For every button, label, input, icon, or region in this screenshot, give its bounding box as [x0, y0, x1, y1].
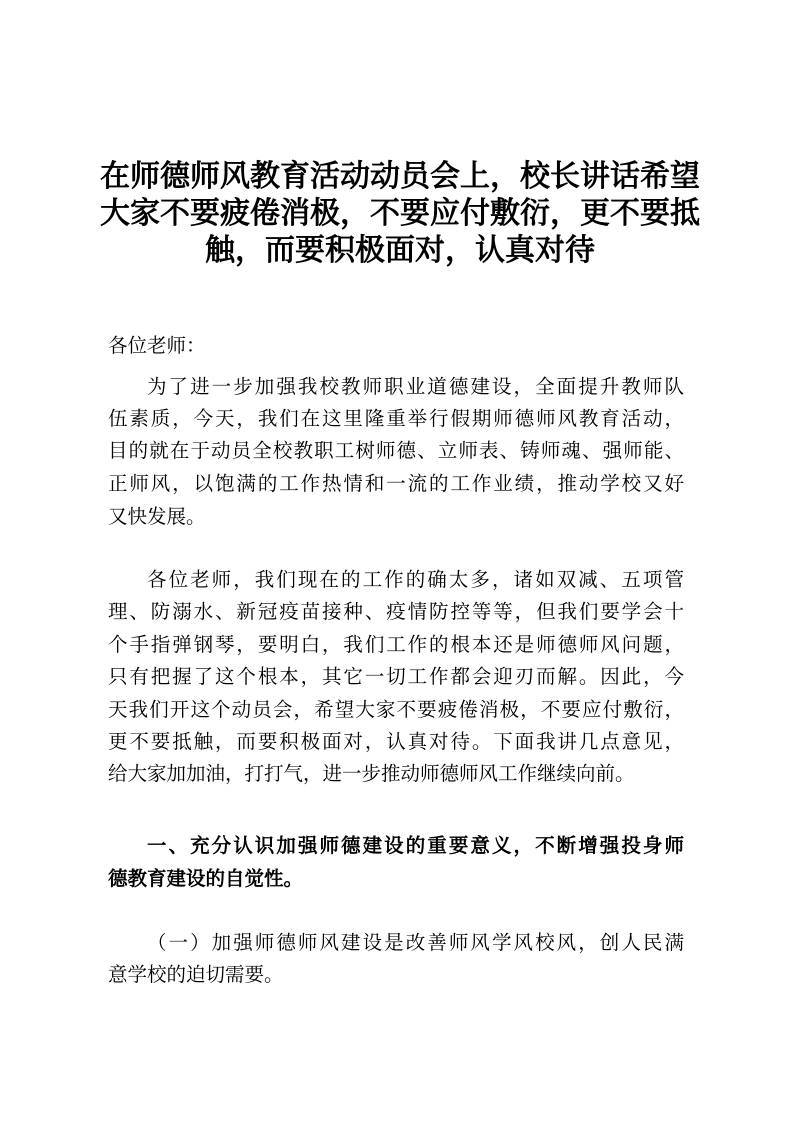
paragraph-line: 又快发展。 [108, 505, 206, 528]
paragraph-line: 更不要抵触，而要积极面对，认真对待。下面我讲几点意见， [108, 730, 684, 753]
salutation: 各位老师： [108, 334, 206, 357]
paragraph-line: 个手指弹钢琴，要明白，我们工作的根本还是师德师风问题， [108, 633, 684, 656]
paragraph-line: 为了进一步加强我校教师职业道德建设，全面提升教师队 [147, 375, 684, 398]
subsection-heading-line: （一）加强师德师风建设是改善师风学风校风，创人民满 [147, 931, 684, 954]
subsection-heading-line: 意学校的迫切需要。 [108, 963, 284, 986]
title-line: 大家不要疲倦消极，不要应付敷衍，更不要抵 [100, 196, 700, 231]
paragraph-line: 各位老师，我们现在的工作的确太多，诸如双减、五项管 [147, 568, 684, 591]
paragraph-line: 天我们开这个动员会，希望大家不要疲倦消极，不要应付敷衍， [108, 698, 684, 721]
section-heading-line: 一、充分认识加强师德建设的重要意义，不断增强投身师 [147, 834, 684, 857]
title-line: 在师德师风教育活动动员会上，校长讲话希望 [100, 159, 700, 194]
section-heading-line: 德教育建设的自觉性。 [108, 867, 304, 890]
document-title [100, 158, 700, 269]
paragraph-line: 理、防溺水、新冠疫苗接种、疫情防控等等，但我们要学会十 [108, 600, 684, 623]
title-line: 触，而要积极面对，认真对待 [205, 233, 595, 268]
paragraph-line: 只有把握了这个根本，其它一切工作都会迎刃而解。因此，今 [108, 665, 684, 688]
paragraph-line: 目的就在于动员全校教职工树师德、立师表、铸师魂、强师能、 [108, 439, 684, 462]
paragraph-line: 正师风，以饱满的工作热情和一流的工作业绩，推动学校又好 [108, 472, 684, 495]
paragraph-line: 给大家加加油，打打气，进一步推动师德师风工作继续向前。 [108, 762, 635, 785]
paragraph-line: 伍素质，今天，我们在这里隆重举行假期师德师风教育活动， [108, 407, 684, 430]
